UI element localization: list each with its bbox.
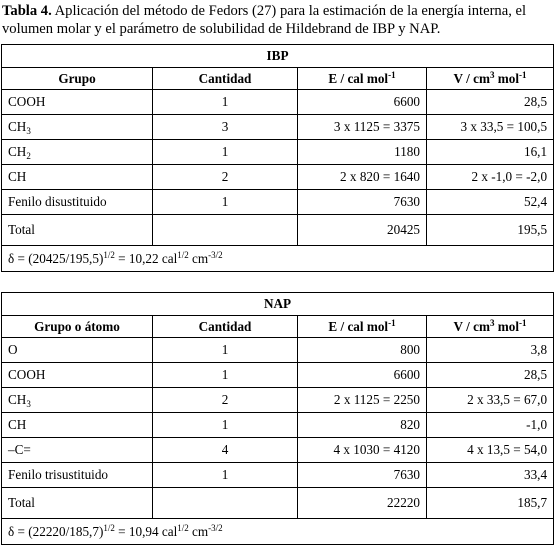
table-row — [2, 388, 554, 413]
volume-cell: 2 x 33,5 = 67,0 — [427, 388, 554, 413]
quantity-cell: 1 — [153, 190, 298, 215]
volume-cell: 2 x -1,0 = -2,0 — [427, 165, 554, 190]
quantity-cell: 1 — [153, 90, 298, 115]
volume-cell: -1,0 — [427, 413, 554, 438]
col-header-energy: E / cal mol$^{-1}$ — [298, 316, 427, 338]
quantity-cell: 2 — [153, 165, 298, 190]
table-row — [2, 190, 554, 215]
col-header-volume: V / $cm^3$ mol$^{-1}$ — [427, 68, 554, 90]
table-row — [2, 463, 554, 488]
col-header-quantity: Cantidad — [153, 68, 298, 90]
group-cell: Fenilo trisustituido — [2, 463, 153, 488]
volume-cell: 16,1 — [427, 140, 554, 165]
volume-cell: 3 x 33,5 = 100,5 — [427, 115, 554, 140]
group-cell: $CH_2$ — [2, 140, 153, 165]
energy-cell: 3 x 1125 = 3375 — [298, 115, 427, 140]
nap-total-row — [2, 488, 554, 519]
energy-cell: 2 x 1125 = 2250 — [298, 388, 427, 413]
quantity-cell: 4 — [153, 438, 298, 463]
col-header-group: Grupo o átomo — [2, 316, 153, 338]
energy-cell: 1180 — [298, 140, 427, 165]
volume-cell: 28,5 — [427, 363, 554, 388]
total-volume: 185,7 — [427, 488, 554, 519]
col-header-group: Grupo — [2, 68, 153, 90]
group-cell: O — [2, 338, 153, 363]
quantity-cell: 3 — [153, 115, 298, 140]
total-qty — [153, 215, 298, 246]
nap-table — [1, 292, 554, 545]
table-row — [2, 115, 554, 140]
group-cell: COOH — [2, 90, 153, 115]
table-caption — [2, 2, 553, 38]
group-cell: CH — [2, 165, 153, 190]
nap-solubility-formula: $\delta = (22220/185,7)^{1/2} = 10,94$ cal$^{1/2}$ $cm^{-3/2}$ — [2, 519, 554, 545]
col-header-volume: V / $cm^3$ mol$^{-1}$ — [427, 316, 554, 338]
table-row — [2, 338, 554, 363]
ibp-header-row — [2, 68, 554, 90]
quantity-cell: 1 — [153, 413, 298, 438]
energy-cell: 7630 — [298, 190, 427, 215]
quantity-cell: 1 — [153, 140, 298, 165]
energy-cell: 6600 — [298, 90, 427, 115]
volume-cell: 33,4 — [427, 463, 554, 488]
caption-text: Aplicación del método de Fedors (27) para la estimación de la energía interna, el volumen molar y el parámetro de solubilidad de Hildebrand de IBP y NAP. — [2, 3, 527, 37]
ibp-total-row — [2, 215, 554, 246]
group-cell: COOH — [2, 363, 153, 388]
table-row — [2, 413, 554, 438]
total-energy: 22220 — [298, 488, 427, 519]
table-row — [2, 165, 554, 190]
quantity-cell: 2 — [153, 388, 298, 413]
group-cell: $CH_3$ — [2, 115, 153, 140]
total-volume: 195,5 — [427, 215, 554, 246]
energy-cell: 800 — [298, 338, 427, 363]
group-cell: $CH_3$ — [2, 388, 153, 413]
volume-cell: 3,8 — [427, 338, 554, 363]
energy-cell: 820 — [298, 413, 427, 438]
caption-label: Tabla 4. — [2, 3, 52, 19]
ibp-table — [1, 44, 554, 272]
table-row — [2, 438, 554, 463]
table-row — [2, 363, 554, 388]
col-header-energy: E / cal mol$^{-1}$ — [298, 68, 427, 90]
quantity-cell: 1 — [153, 338, 298, 363]
group-cell: –C= — [2, 438, 153, 463]
quantity-cell: 1 — [153, 363, 298, 388]
total-label: Total — [2, 488, 153, 519]
total-label: Total — [2, 215, 153, 246]
col-header-quantity: Cantidad — [153, 316, 298, 338]
ibp-solubility-formula: $\delta = (20425/195,5)^{1/2} = 10,22$ cal$^{1/2}$ $cm^{-3/2}$ — [2, 246, 554, 272]
table-row — [2, 90, 554, 115]
energy-cell: 6600 — [298, 363, 427, 388]
energy-cell: 7630 — [298, 463, 427, 488]
group-cell: CH — [2, 413, 153, 438]
nap-header-row — [2, 316, 554, 338]
group-cell: Fenilo disustituido — [2, 190, 153, 215]
table-row — [2, 140, 554, 165]
total-qty — [153, 488, 298, 519]
volume-cell: 4 x 13,5 = 54,0 — [427, 438, 554, 463]
energy-cell: 4 x 1030 = 4120 — [298, 438, 427, 463]
quantity-cell: 1 — [153, 463, 298, 488]
total-energy: 20425 — [298, 215, 427, 246]
ibp-title: IBP — [2, 45, 554, 68]
volume-cell: 52,4 — [427, 190, 554, 215]
energy-cell: 2 x 820 = 1640 — [298, 165, 427, 190]
volume-cell: 28,5 — [427, 90, 554, 115]
nap-title: NAP — [2, 293, 554, 316]
